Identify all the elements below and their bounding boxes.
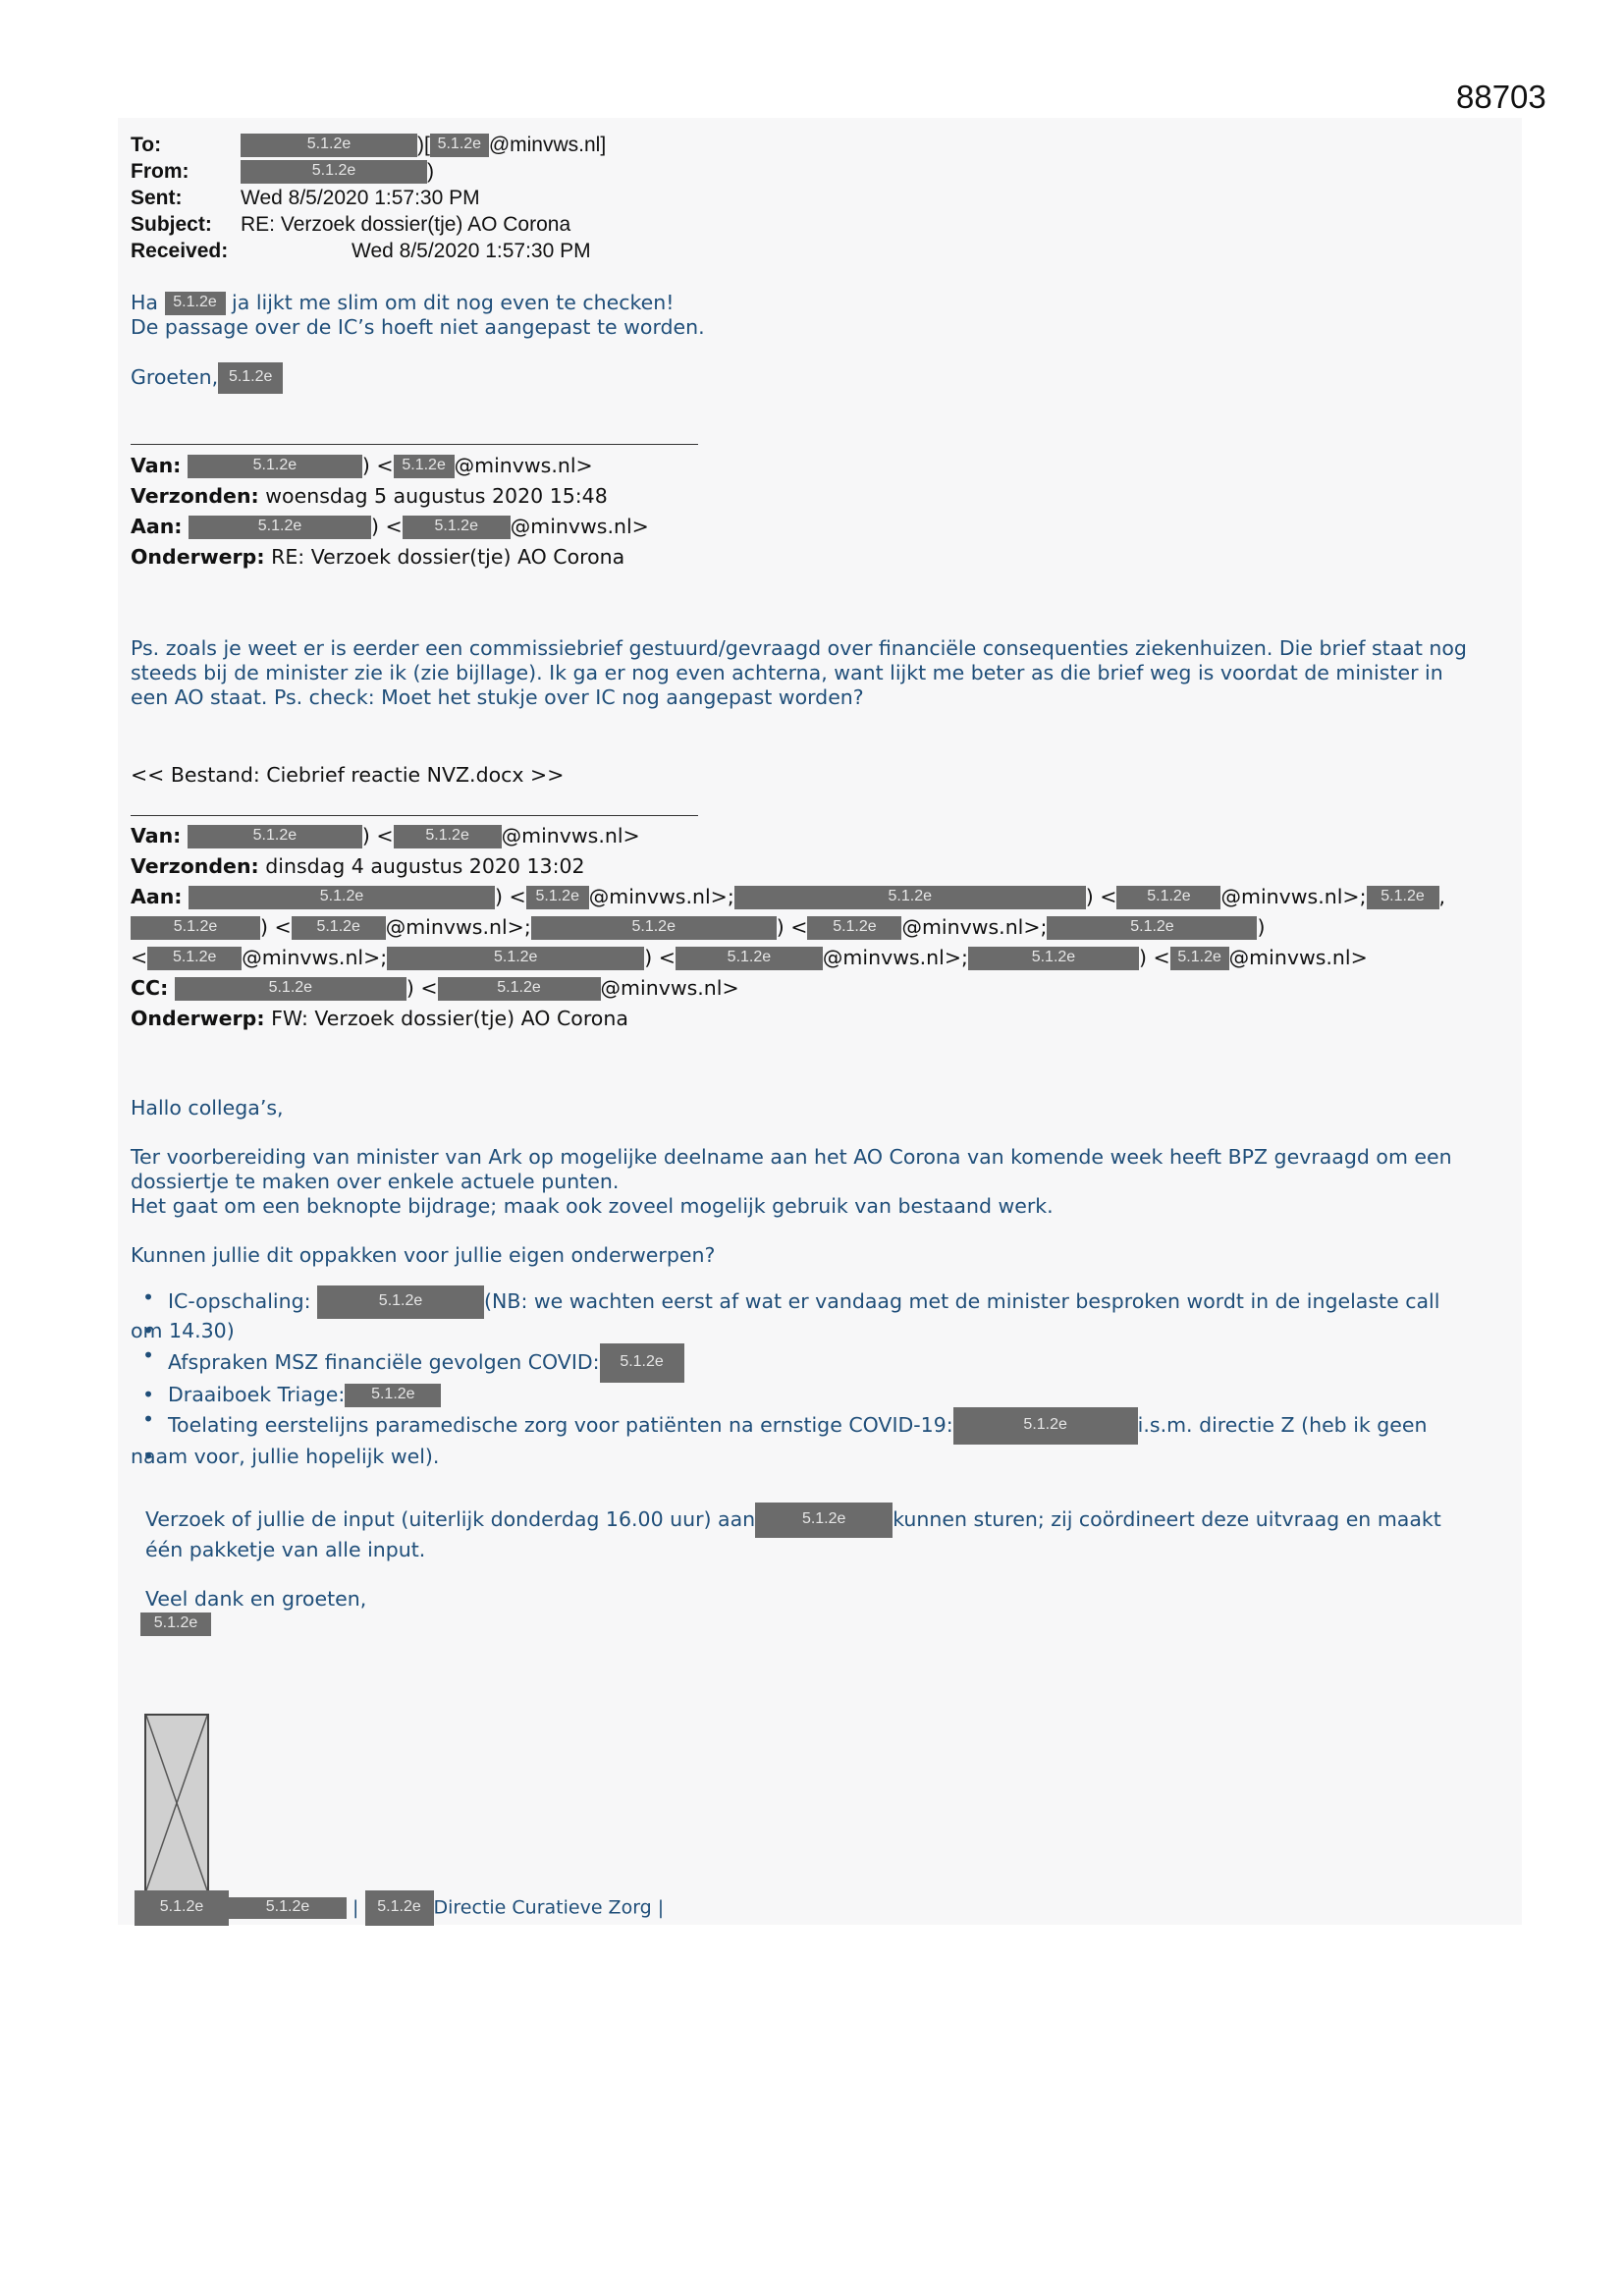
thanks-line: Veel dank en groeten,: [145, 1587, 367, 1611]
addr-domain: @minvws.nl>;: [822, 946, 968, 969]
addr-domain: @minvws.nl>;: [588, 885, 734, 908]
redaction-box: 5.1.2e: [140, 1613, 211, 1636]
body-line: Ter voorbereiding van minister van Ark op mogelijke deelname aan het AO Corona van komende week heeft BPZ gevraagd om een: [131, 1145, 1452, 1169]
addr-domain: @minvws.nl>;: [385, 915, 531, 939]
ps-line: steeds bij de minister zie ik (zie bijllage). Ik ga er nog even achterna, want lijkt me beter as die brief weg is voordat de minister in: [131, 661, 1443, 684]
request-text: Verzoek of jullie de input (uiterlijk donderdag 16.00 uur) aan: [145, 1507, 756, 1531]
request-text: kunnen sturen; zij coördineert deze uitvraag en maakt: [893, 1507, 1441, 1531]
redaction-box: 5.1.2e: [807, 916, 901, 940]
redaction-box: 5.1.2e: [600, 1343, 684, 1383]
received-value: Wed 8/5/2020 1:57:30 PM: [352, 240, 591, 262]
addr-open: ) <: [1085, 885, 1117, 908]
sent-value: Wed 8/5/2020 1:57:30 PM: [241, 187, 480, 209]
separator-line: [131, 444, 698, 445]
addr-open: ) <: [260, 915, 292, 939]
signature-image-placeholder: [144, 1714, 209, 1892]
comma: ,: [1438, 885, 1446, 908]
addr-open: ) <: [644, 946, 676, 969]
question-line: Kunnen jullie dit oppakken voor jullie eigen onderwerpen?: [131, 1243, 716, 1267]
addr-domain: @minvws.nl>;: [1220, 885, 1367, 908]
to-domain: @minvws.nl]: [488, 134, 607, 156]
redaction-box: 5.1.2e: [953, 1407, 1138, 1445]
addr-open: ) <: [371, 515, 403, 538]
redaction-box: 5.1.2e: [1047, 916, 1257, 940]
aan-label: Aan:: [131, 885, 183, 908]
reply-line2: De passage over de IC’s hoeft niet aangepast te worden.: [131, 315, 705, 339]
redaction-box: 5.1.2e: [175, 977, 406, 1001]
addr-open: ) <: [361, 824, 394, 847]
request-text: één pakketje van alle input.: [145, 1538, 426, 1561]
reply-line1: ja lijkt me slim om dit nog even te checken!: [232, 291, 675, 314]
reply-body: [131, 291, 705, 394]
redaction-box: 5.1.2e: [189, 886, 495, 909]
redaction-box: 5.1.2e: [317, 1285, 484, 1319]
cc-label: CC:: [131, 976, 169, 1000]
redaction-box: 5.1.2e: [229, 1897, 347, 1919]
redaction-box: 5.1.2e: [734, 886, 1086, 909]
list-item: [142, 1407, 1525, 1445]
greeting: Hallo collega’s,: [131, 1096, 284, 1120]
broken-image-icon: [146, 1716, 207, 1890]
from-close: ): [427, 160, 434, 183]
redaction-box: 5.1.2e: [531, 916, 777, 940]
onderwerp-label: Onderwerp:: [131, 1007, 265, 1030]
ps-line: Ps. zoals je weet er is eerder een commissiebrief gestuurd/gevraagd over financiële consequenties ziekenhuizen. Die brief staat nog: [131, 636, 1467, 660]
redaction-box: 5.1.2e: [1367, 886, 1439, 909]
addr-open: ) <: [361, 454, 394, 477]
list-item: [142, 1383, 1525, 1407]
addr-open: ) <: [776, 915, 808, 939]
body-line: Het gaat om een beknopte bijdrage; maak ook zoveel mogelijk gebruik van bestaand werk.: [131, 1194, 1054, 1218]
verzonden-value: woensdag 5 augustus 2020 15:48: [265, 484, 608, 508]
verzonden-label: Verzonden:: [131, 854, 259, 878]
redaction-box: 5.1.2e: [131, 916, 260, 940]
addr-close: ): [1257, 915, 1266, 939]
redaction-box: 5.1.2e: [1116, 886, 1220, 909]
addr-open: ) <: [406, 976, 438, 1000]
list-item-continued: [131, 1445, 1525, 1469]
redaction-box: 5.1.2e: [292, 916, 386, 940]
redaction-box: 5.1.2e: [403, 516, 511, 539]
addr-domain: @minvws.nl>: [501, 824, 640, 847]
item-text: (NB: we wachten eerst af wat er vandaag met de minister besproken wordt in de ingelaste call: [484, 1289, 1440, 1313]
verzonden-label: Verzonden:: [131, 484, 259, 508]
document-number: 88703: [1456, 79, 1546, 115]
to-label: To:: [131, 134, 162, 156]
ps-line: een AO staat. Ps. check: Moet het stukje over IC nog aangepast worden?: [131, 685, 864, 709]
from-label: From:: [131, 160, 189, 183]
verzonden-value: dinsdag 4 augustus 2020 13:02: [265, 854, 585, 878]
item-label: Afspraken MSZ financiële gevolgen COVID:: [168, 1350, 600, 1374]
addr-domain: @minvws.nl>: [1228, 946, 1368, 969]
message3-header: [131, 821, 1445, 1034]
onderwerp-value: RE: Verzoek dossier(tje) AO Corona: [271, 545, 625, 569]
redaction-box: 5.1.2e: [968, 947, 1139, 970]
redaction-box: 5.1.2e: [394, 825, 502, 848]
van-label: Van:: [131, 824, 182, 847]
addr-open: ) <: [1138, 946, 1170, 969]
list-item: [142, 1285, 1525, 1319]
redaction-box: 5.1.2e: [218, 362, 283, 394]
sent-label: Sent:: [131, 187, 183, 209]
department-name: Directie Curatieve Zorg |: [433, 1896, 665, 1919]
received-label: Received:: [131, 240, 229, 262]
item-label: IC-opschaling:: [168, 1289, 311, 1313]
separator-line: [131, 815, 698, 816]
ps-paragraph: [131, 636, 1467, 710]
pipe-separator: |: [352, 1896, 359, 1919]
addr-domain: @minvws.nl>: [600, 976, 739, 1000]
aan-label: Aan:: [131, 515, 183, 538]
attachment-line: << Bestand: Ciebrief reactie NVZ.docx >>: [131, 763, 565, 787]
redaction-box: 5.1.2e: [394, 455, 455, 478]
redaction-box: 5.1.2e: [365, 1890, 434, 1926]
addr-domain: @minvws.nl>: [510, 515, 649, 538]
email-header: [131, 132, 818, 264]
addr-domain: @minvws.nl>: [454, 454, 593, 477]
topic-list: [131, 1285, 1525, 1469]
item-label: Toelating eerstelijns paramedische zorg voor patiënten na ernstige COVID-19:: [168, 1413, 953, 1437]
redaction-box: 5.1.2e: [241, 134, 417, 157]
redaction-box: 5.1.2e: [165, 292, 226, 315]
groeten: Groeten,: [131, 365, 219, 389]
addr-domain: @minvws.nl>;: [901, 915, 1048, 939]
item-label: Draaiboek Triage:: [168, 1383, 346, 1406]
redaction-box: 5.1.2e: [345, 1384, 441, 1407]
van-label: Van:: [131, 454, 182, 477]
item-text: • om 14.30): [131, 1319, 235, 1342]
greeting-ha: Ha: [131, 291, 158, 314]
message2-header: [131, 451, 649, 573]
onderwerp-value: FW: Verzoek dossier(tje) AO Corona: [271, 1007, 628, 1030]
redaction-box: 5.1.2e: [188, 455, 362, 478]
onderwerp-label: Onderwerp:: [131, 545, 265, 569]
redaction-box: 5.1.2e: [676, 947, 823, 970]
redaction-box: 5.1.2e: [438, 977, 601, 1001]
redaction-box: 5.1.2e: [387, 947, 644, 970]
addr-open: <: [131, 946, 148, 969]
redaction-box: 5.1.2e: [147, 947, 242, 970]
message3-body: [131, 1096, 1525, 1469]
redaction-box: 5.1.2e: [755, 1503, 893, 1538]
redaction-box: 5.1.2e: [526, 886, 589, 909]
request-paragraph: [145, 1503, 1520, 1636]
list-item-continued: [131, 1319, 1525, 1343]
redaction-box: 5.1.2e: [189, 516, 371, 539]
subject-label: Subject:: [131, 213, 212, 236]
item-text: i.s.m. directie Z (heb ik geen: [1137, 1413, 1428, 1437]
signature-line: [135, 1890, 664, 1926]
item-text: • naam voor, jullie hopelijk wel).: [131, 1445, 440, 1468]
to-separator: )[: [417, 134, 430, 156]
addr-open: ) <: [495, 885, 526, 908]
list-item: [142, 1343, 1525, 1383]
redaction-box: 5.1.2e: [188, 825, 362, 848]
redaction-box: 5.1.2e: [1170, 947, 1229, 970]
redaction-box: 5.1.2e: [241, 160, 427, 184]
subject-value: RE: Verzoek dossier(tje) AO Corona: [241, 213, 571, 236]
addr-domain: @minvws.nl>;: [242, 946, 388, 969]
redaction-box: 5.1.2e: [135, 1890, 229, 1926]
body-line: dossiertje te maken over enkele actuele punten.: [131, 1170, 620, 1193]
redaction-box: 5.1.2e: [430, 134, 489, 157]
